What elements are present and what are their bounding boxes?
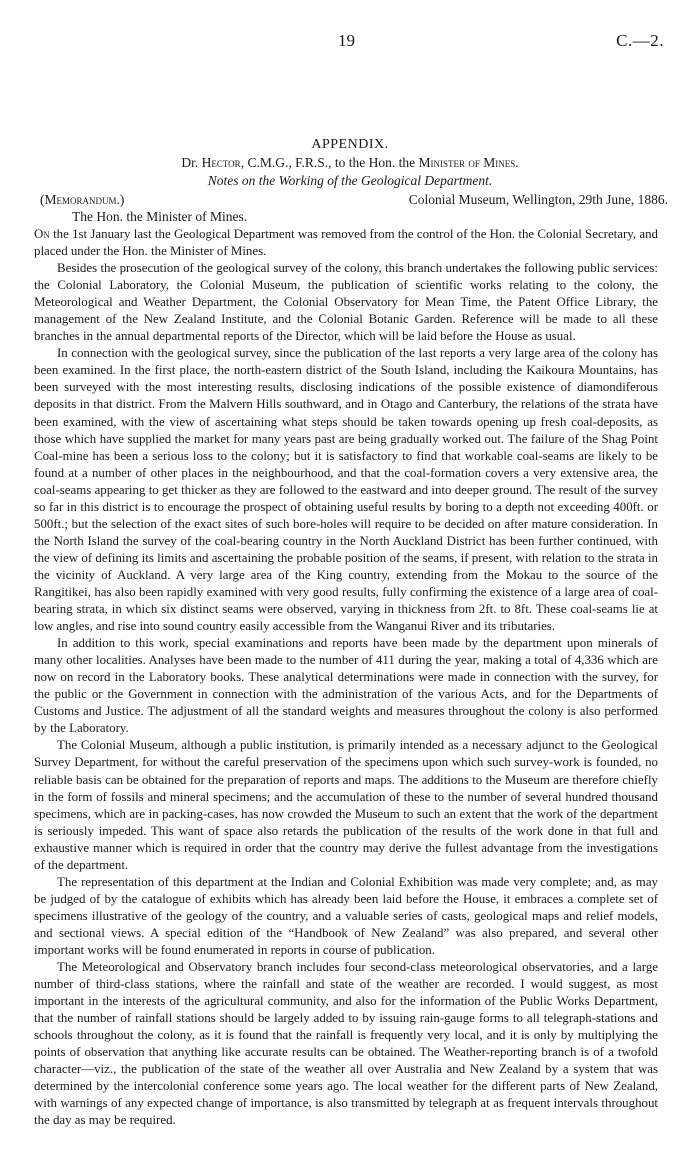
paragraph-5: The Colonial Museum, although a public institution, is primarily intended as a necessary adjunct to the Geological Survey Department, for without the careful preservation of the specimens upon which such survey-work is founded, no reliable basis can be obtained for the preparation of reports and maps. The additions to the Museum are therefore chiefly in the form of fossils and mineral specimens; and the accumulation of these to the number of several hundred thousand specimens, which are in packing-cases, has now crowded the Museum to such an extent that the work of the department is seriously impeded. This want of space also retards the publication of the results of the work done in that full and exhaustive manner which is required in order that the country may derive the fullest advantage from the investigations of the department.: [34, 738, 658, 872]
paragraph-2: Besides the prosecution of the geological survey of the colony, this branch undertakes the following public services: the Colonial Laboratory, the Colonial Museum, the publication of scientific works relating to the colony, the Meteorological and Weather Department, the Colonial Observatory for Mean Time, the Patent Office Library, the management of the New Zealand Institute, and the Colonial Botanic Garden. Reference will be made to all these branches in the annual departmental reports of the Director, which will be laid before the House as usual.: [34, 261, 658, 344]
letter-subtitle: [0, 155, 700, 171]
subtitle-end: .: [515, 155, 519, 170]
memo-body: [34, 226, 658, 1129]
appendix-heading: APPENDIX.: [311, 137, 389, 152]
salutation: The Hon. the Minister of Mines.: [72, 209, 248, 224]
paragraph-1: [34, 226, 658, 260]
memo-place-date: Colonial Museum, Wellington, 29th June, 1886.: [408, 192, 668, 207]
paragraph-6: The representation of this department at the Indian and Colonial Exhibition was made very complete; and, as may be judged of by the catalogue of exhibits which has already been laid before the House, it embraces a complete set of specimens illustrative of the geology of the country, and a valuable series of casts, geological maps and relief models, and sectional views. A special edition of the “Handbook of New Zealand” was also prepared, and several other important works will be found enumerated in reports in course of publication.: [34, 874, 658, 957]
memo-label: (Memorandum.): [40, 192, 125, 207]
notes-title: Notes on the Working of the Geological Department.: [207, 173, 493, 188]
paragraph-4: In addition to this work, special examinations and reports have been made by the department upon minerals of many other localities. Analyses have been made to the number of 411 during the year, making a total of 4,336 which are now on record in the Laboratory books. These analytical determinations were made in connection with the survey, for the public or the Government in connection with the administration of the various Acts, and for the Departments of Customs and Justice. The adjustment of all the standard weights and measures throughout the colony is also performed by the Laboratory.: [34, 636, 658, 736]
page-number: 19: [338, 31, 355, 50]
paragraph-1-text: the 1st January last the Geological Department was removed from the control of the Hon. the Colonial Secretary, and placed under the Hon. the Minister of Mines.: [34, 227, 658, 259]
paragraph-3: In connection with the geological survey, since the publication of the last reports a very large area of the colony has been examined. In the first place, the north-eastern district of the South Island, including the Kaikoura Mountains, has been surveyed with the most interesting results, disclosing indications of the possible existence of diamondiferous deposits in that district. From the Malvern Hills southward, and in Otago and Canterbury, the relations of the strata have been examined, with the view of ascertaining what steps should be taken towards opening up fresh coal-deposits, as those which have supplied the market for many years past are being gradually worked out. The failure of the Shag Point Coal-mine has been a serious loss to the colony; but it is satisfactory to find that workable coal-seams are likely to be found at a number of other places in the neighbourhood, and that the coal-formation covers a very extensive area, the coal-seams appearing to get thicker as they are followed to the eastward and into deeper ground. The result of the survey so far in this district is to encourage the prospect of obtaining useful results by boring to a depth not exceeding 400ft. or 500ft.; but the selection of the exact sites of such bore-holes will require to be decided on after mature consideration. In the North Island the survey of the coal-bearing country in the North Auckland District has been further continued, with the view of defining its limits and ascertaining the probable position of the seams, if present, with relation to the strata in the vicinity of Auckland. A very large area of the King country, extending from the Mokau to the source of the Rangitikei, has also been rapidly examined with very good results, fully confirming the existence of a large area of coal-bearing strata, in which six distinct seams were observed, varying in thickness from 2ft. to 8ft. These coal-seams lie at low angles, and rise into sound country easily accessible from the Wanganui River and its tributaries.: [34, 346, 658, 634]
memo-line: [40, 192, 668, 208]
recipient-office: Minister of Mines: [418, 155, 516, 170]
subtitle-prefix: Dr.: [181, 155, 202, 170]
document-reference: C.—2.: [616, 31, 664, 50]
paragraph-1-lead: On: [34, 227, 50, 241]
author-name: Hector: [201, 155, 241, 170]
subtitle-middle: , C.M.G., F.R.S., to the Hon. the: [240, 155, 419, 170]
paragraph-7: The Meteorological and Observatory branch includes four second-class meteorological observatories, and a large number of third-class stations, where the rainfall and state of the weather are recorded. I would suggest, as most important in the interests of the agricultural community, and also for the information of the Public Works Department, that the number of rainfall stations should be largely added to by issuing rain-gauge forms to all telegraph-stations and schools throughout the colony, as it is found that the rainfall is frequently very local, and it is only by multiplying the points of observation that anything like accurate results can be obtained. The Weather-reporting branch is of a twofold character—viz., the publication of the state of the weather all over Australia and New Zealand by a system that was determined by the intercolonial conference some years ago. The local weather for the different parts of New Zealand, with warnings of any expected change of importance, is also transmitted by telegraph at as frequent intervals throughout the day as may be required.: [34, 960, 658, 1128]
